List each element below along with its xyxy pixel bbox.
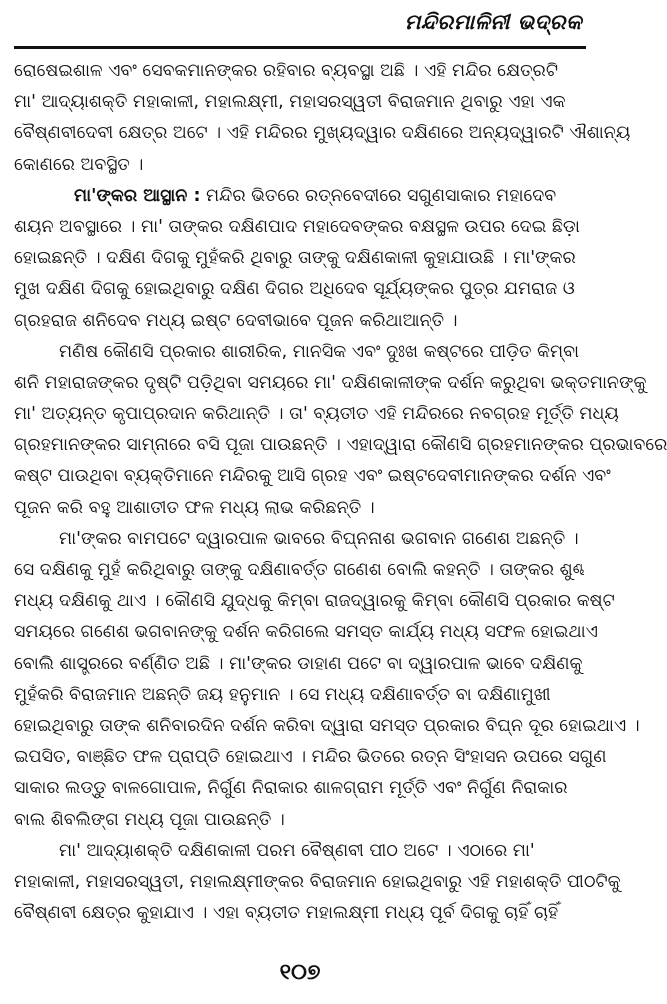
text-line: ମା' ଆଦ୍ୟାଶକ୍ତି ମହାକାଳୀ, ମହାଲକ୍ଷ୍ମୀ, ମହାସରସ୍ୱତୀ ବିରାଜମାନ ଥିବାରୁ ଏହା ଏକ — [14, 92, 566, 113]
header-rule — [14, 46, 586, 49]
page-number: ୧୦୭ — [279, 960, 321, 985]
text-line: ବାଲ ଶିବଲିଙ୍ଗ ମଧ୍ୟ ପୂଜା ପାଉଛନ୍ତି । — [14, 809, 285, 830]
text-line: ମଧ୍ୟ ଦକ୍ଷିଣକୁ ଥାଏ । କୌଣସି ଯୁଦ୍ଧକୁ କିମ୍ବା ରାଜଦ୍ୱାରକୁ କିମ୍ବା କୌଣସି ପ୍ରକାର କଷ୍ଟ — [14, 591, 615, 612]
section-heading: ମା'ଙ୍କର ଆସ୍ଥାନ : — [74, 185, 201, 206]
text-line: ପୂଜନ କରି ବହୁ ଆଶାତୀତ ଫଳ ମଧ୍ୟ ଲାଭ କରିଛନ୍ତି । — [14, 497, 375, 518]
text-line: ହୋଇଛନ୍ତି । ଦକ୍ଷିଣ ଦିଗକୁ ମୁହଁକରି ଥିବାରୁ ତାଙ୍କୁ ଦକ୍ଷିଣକାଳୀ କୁହାଯାଉଛି । ମା'ଙ୍କର — [14, 248, 576, 269]
text-line: ଇପସିତ, ବାଞ୍ଛିତ ଫଳ ପ୍ରାପ୍ତି ହୋଇଥାଏ । ମନ୍ଦିର ଭିତରେ ରତ୍ନ ସିଂହାସନ ଉପରେ ସଗୁଣ — [14, 747, 607, 768]
text-line: ମା' ଆଦ୍ୟାଶକ୍ତି ଦକ୍ଷିଣକାଳୀ ପରମ ବୈଷ୍ଣବୀ ପୀଠ ଅଟେ । ଏଠାରେ ମା' — [59, 840, 535, 861]
body-text — [14, 56, 667, 929]
text-line: ମୁଖ ଦକ୍ଷିଣ ଦିଗକୁ ହୋଇଥିବାରୁ ଦକ୍ଷିଣ ଦିଗର ଅଧିଦେବ ସୂର୍ଯ୍ୟଙ୍କର ପୁତ୍ର ଯମରାଜ ଓ — [14, 279, 575, 300]
text-line: କୋଣରେ ଅବସ୍ଥିତ । — [14, 154, 144, 175]
text-line: ମା' ଅତ୍ୟନ୍ତ କୃପାପ୍ରଦାନ କରିଥାନ୍ତି । ତା' ବ୍ୟତୀତ ଏହି ମନ୍ଦିରରେ ନବଗ୍ରହ ମୂର୍ତ୍ତି ମଧ୍ୟ — [14, 404, 619, 425]
text-line: ବୋଲି ଶାସ୍ତ୍ରରେ ବର୍ଣ୍ଣିତ ଅଛି । ମା'ଙ୍କର ଡାହାଣ ପଟେ ବା ଦ୍ୱାରପାଳ ଭାବେ ଦକ୍ଷିଣକୁ — [14, 653, 583, 674]
text-line: ବୈଷ୍ଣବୀଦେବୀ କ୍ଷେତ୍ର ଅଟେ । ଏହି ମନ୍ଦିରର ମୁଖ୍ୟଦ୍ୱାର ଦକ୍ଷିଣରେ ଅନ୍ୟଦ୍ୱାରଟି ଐଶାନ୍ୟ — [14, 123, 631, 144]
text-line: କଷ୍ଟ ପାଉଥିବା ବ୍ୟକ୍ତିମାନେ ମନ୍ଦିରକୁ ଆସି ଗ୍ରହ ଏବଂ ଇଷ୍ଟଦେବୀମାନଙ୍କର ଦର୍ଶନ ଏବଂ — [14, 466, 611, 487]
section-heading-line — [14, 181, 586, 212]
text-line: ସାକାର ଲଡ୍ଡୁ ବାଳଗୋପାଳ, ନିର୍ଗୁଣ ନିରାକାର ଶାଳଗ୍ରାମ ମୂର୍ତ୍ତି ଏବଂ ନିର୍ଗୁଣ ନିରାକାର — [14, 778, 568, 799]
text-line: ଶନି ମହାରାଜଙ୍କର ଦୃଷ୍ଟି ପଡ଼ିଥିବା ସମୟରେ ମା' ଦକ୍ଷିଣକାଳୀଙ୍କ ଦର୍ଶନ କରୁଥିବା ଭକ୍ତମାନଙ୍କୁ — [14, 372, 647, 393]
text-line: ଗ୍ରହମାନଙ୍କର ସାମ୍ନାରେ ବସି ପୂଜା ପାଉଛନ୍ତି । ଏହାଦ୍ୱାରା କୌଣସି ଗ୍ରହମାନଙ୍କର ପ୍ରଭାବରେ — [14, 435, 667, 456]
text-line: ମଣିଷ କୌଣସି ପ୍ରକାର ଶାରୀରିକ, ମାନସିକ ଏବଂ ଦୁଃଖ କଷ୍ଟରେ ପୀଡ଼ିତ କିମ୍ବା — [59, 341, 580, 362]
text-line: ମୁହଁକରି ବିରାଜମାନ ଅଛନ୍ତି ଜୟ ହନୁମାନ । ସେ ମଧ୍ୟ ଦକ୍ଷିଣାବର୍ତ୍ତ ବା ଦକ୍ଷିଣାମୁଖୀ — [14, 684, 551, 705]
text-line: ଶୟନ ଅବସ୍ଥାରେ । ମା' ତାଙ୍କର ଦକ୍ଷିଣପାଦ ମହାଦେବଙ୍କର ବକ୍ଷସ୍ଥଳ ଉପର ଦେଇ ଛିଡ଼ା — [14, 216, 580, 237]
text-line: ମା'ଙ୍କର ବାମପଟେ ଦ୍ୱାରପାଳ ଭାବରେ ବିଘ୍ନନାଶ ଭଗବାନ ଗଣେଶ ଅଛନ୍ତି । — [59, 528, 579, 549]
text-line: ମହାକାଳୀ, ମହାସରସ୍ୱତୀ, ମହାଲକ୍ଷ୍ମୀଙ୍କର ବିରାଜମାନ ହୋଇଥିବାରୁ ଏହି ମହାଶକ୍ତି ପୀଠଟିକୁ — [14, 871, 621, 892]
text-line: ହୋଇଥିବାରୁ ତାଙ୍କ ଶନିବାରଦିନ ଦର୍ଶନ କରିବା ଦ୍ୱାରା ସମସ୍ତ ପ୍ରକାର ବିଘ୍ନ ଦୂର ହୋଇଥାଏ । — [14, 715, 640, 736]
running-header-title: ମନ୍ଦିରମାଳିନୀ ଭଦ୍ରକ — [404, 10, 582, 34]
text-line: ବୈଷ୍ଣବୀ କ୍ଷେତ୍ର କୁହାଯାଏ । ଏହା ବ୍ୟତୀତ ମହାଲକ୍ଷ୍ମୀ ମଧ୍ୟ ପୂର୍ବ ଦିଗକୁ ଚାହିଁ ଚାହିଁ — [14, 903, 559, 924]
section-heading-lead: ମନ୍ଦିର ଭିତରେ ରତ୍ନବେଦୀରେ ସଗୁଣସାକାର ମହାଦେବ — [206, 185, 557, 206]
text-line: ରୋଷେଇଶାଳ ଏବଂ ସେବକମାନଙ୍କର ରହିବାର ବ୍ୟବସ୍ଥା ଅଛି । ଏହି ମନ୍ଦିର କ୍ଷେତ୍ରଟି — [14, 61, 558, 81]
text-line: ସମୟରେ ଗଣେଶ ଭଗବାନଙ୍କୁ ଦର୍ଶନ କରିଗଲେ ସମସ୍ତ କାର୍ଯ୍ୟ ମଧ୍ୟ ସଫଳ ହୋଇଥାଏ — [14, 622, 598, 643]
text-line: ଗ୍ରହରାଜ ଶନିଦେବ ମଧ୍ୟ ଇଷ୍ଟ ଦେବୀଭାବେ ପୂଜନ କରିଥାଆନ୍ତି । — [14, 310, 458, 331]
text-line: ସେ ଦକ୍ଷିଣକୁ ମୁହଁ କରିଥିବାରୁ ତାଙ୍କୁ ଦକ୍ଷିଣାବର୍ତ୍ତ ଗଣେଶ ବୋଲି କହନ୍ତି । ତାଙ୍କର ଶୁଣ୍ଢ — [14, 560, 585, 580]
